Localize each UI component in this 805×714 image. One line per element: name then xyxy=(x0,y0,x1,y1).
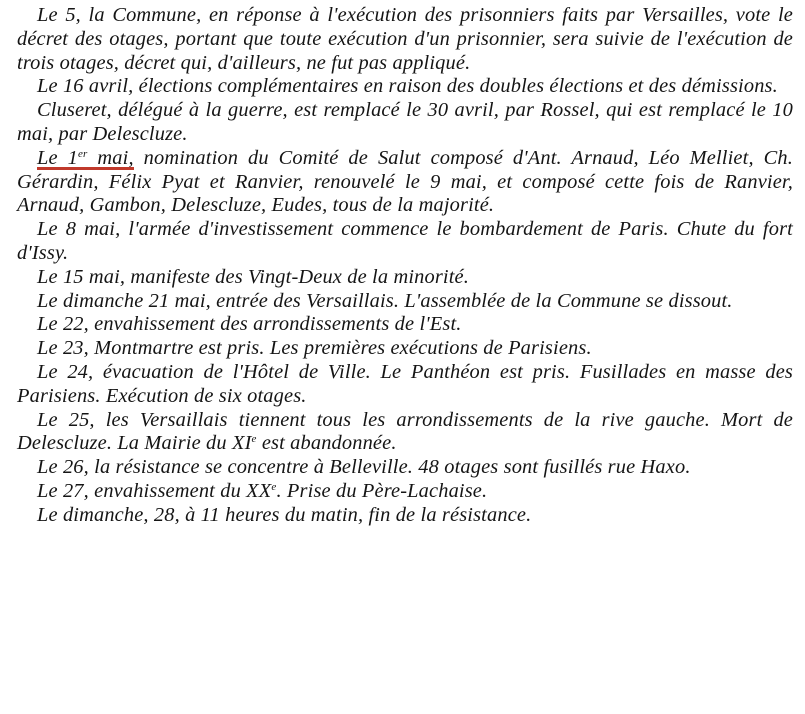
ordinal-superscript: e xyxy=(251,433,257,446)
paragraph-text: Cluseret, délégué à la guerre, est remplacé le 30 avril, par Rossel, qui est remplacé le 10 mai, par Delescluze. xyxy=(17,99,793,145)
paragraph-text: Le 5, la Commune, en réponse à l'exécution des prisonniers faits par Versailles, vote le décret des otages, portant que toute exécution d'un prisonnier, sera suivie de l'exécution de trois otages, décret qui, d'ailleurs, ne fut pas appliqué. xyxy=(17,4,793,74)
paragraph-elections xyxy=(17,75,793,99)
paragraph-bombardement xyxy=(17,218,793,266)
paragraph-cluseret xyxy=(17,99,793,147)
highlighted-date xyxy=(37,147,134,170)
paragraph-text: Le 24, évacuation de l'Hôtel de Ville. Le Panthéon est pris. Fusillades en masse des Parisiens. Exécution de six otages. xyxy=(17,360,793,407)
paragraph-decret-otages xyxy=(17,4,793,75)
paragraph-text: Le 23, Montmartre est pris. Les premières exécutions de Parisiens. xyxy=(37,337,592,360)
date-lead-end: mai, xyxy=(87,146,134,169)
date-lead: Le 1 xyxy=(37,146,78,169)
paragraph-24 xyxy=(17,361,793,409)
ordinal-superscript: er xyxy=(78,147,88,160)
paragraph-text: Le dimanche, 28, à 11 heures du matin, fin de la résistance. xyxy=(37,503,532,526)
ordinal-superscript: e xyxy=(271,480,277,493)
paragraph-text: Le 15 mai, manifeste des Vingt-Deux de la minorité. xyxy=(37,265,469,288)
paragraph-text: Le 25, les Versaillais tiennent tous les arrondissements de la rive gauche. Mort de Delescluze. La Mairie du XI xyxy=(17,408,793,455)
paragraph-text-end: . Prise du Père-Lachaise. xyxy=(276,479,488,502)
paragraph-text: Le 8 mai, l'armée d'investissement commence le bombardement de Paris. Chute du fort d'Issy. xyxy=(17,218,793,264)
paragraph-entree-versaillais xyxy=(17,290,793,314)
paragraph-28 xyxy=(17,504,793,528)
paragraph-23 xyxy=(17,337,793,361)
paragraph-text: Le dimanche 21 mai, entrée des Versaillais. L'assemblée de la Commune se dissout. xyxy=(37,289,733,312)
paragraph-27 xyxy=(17,480,793,504)
paragraph-comite-salut xyxy=(17,147,793,218)
paragraph-text: Le 27, envahissement du XX xyxy=(37,479,272,502)
paragraph-text: Le 26, la résistance se concentre à Belleville. 48 otages sont fusillés rue Haxo. xyxy=(37,456,691,479)
paragraph-text: Le 22, envahissement des arrondissements de l'Est. xyxy=(37,313,462,336)
paragraph-25 xyxy=(17,409,793,457)
paragraph-text-end: est abandonnée. xyxy=(256,432,397,455)
paragraph-26 xyxy=(17,456,793,480)
paragraph-text: nomination du Comité de Salut composé d'Ant. Arnaud, Léo Melliet, Ch. Gérardin, Félix Pyat et Ranvier, renouvelé le 9 mai, et composé cette fois de Ranvier, Arnaud, Gambon, Delescluze, Eudes, tous de la majorité. xyxy=(17,146,793,217)
paragraph-22 xyxy=(17,313,793,337)
paragraph-manifeste xyxy=(17,266,793,290)
paragraph-text: Le 16 avril, élections complémentaires en raison des doubles élections et des démissions. xyxy=(37,75,778,98)
